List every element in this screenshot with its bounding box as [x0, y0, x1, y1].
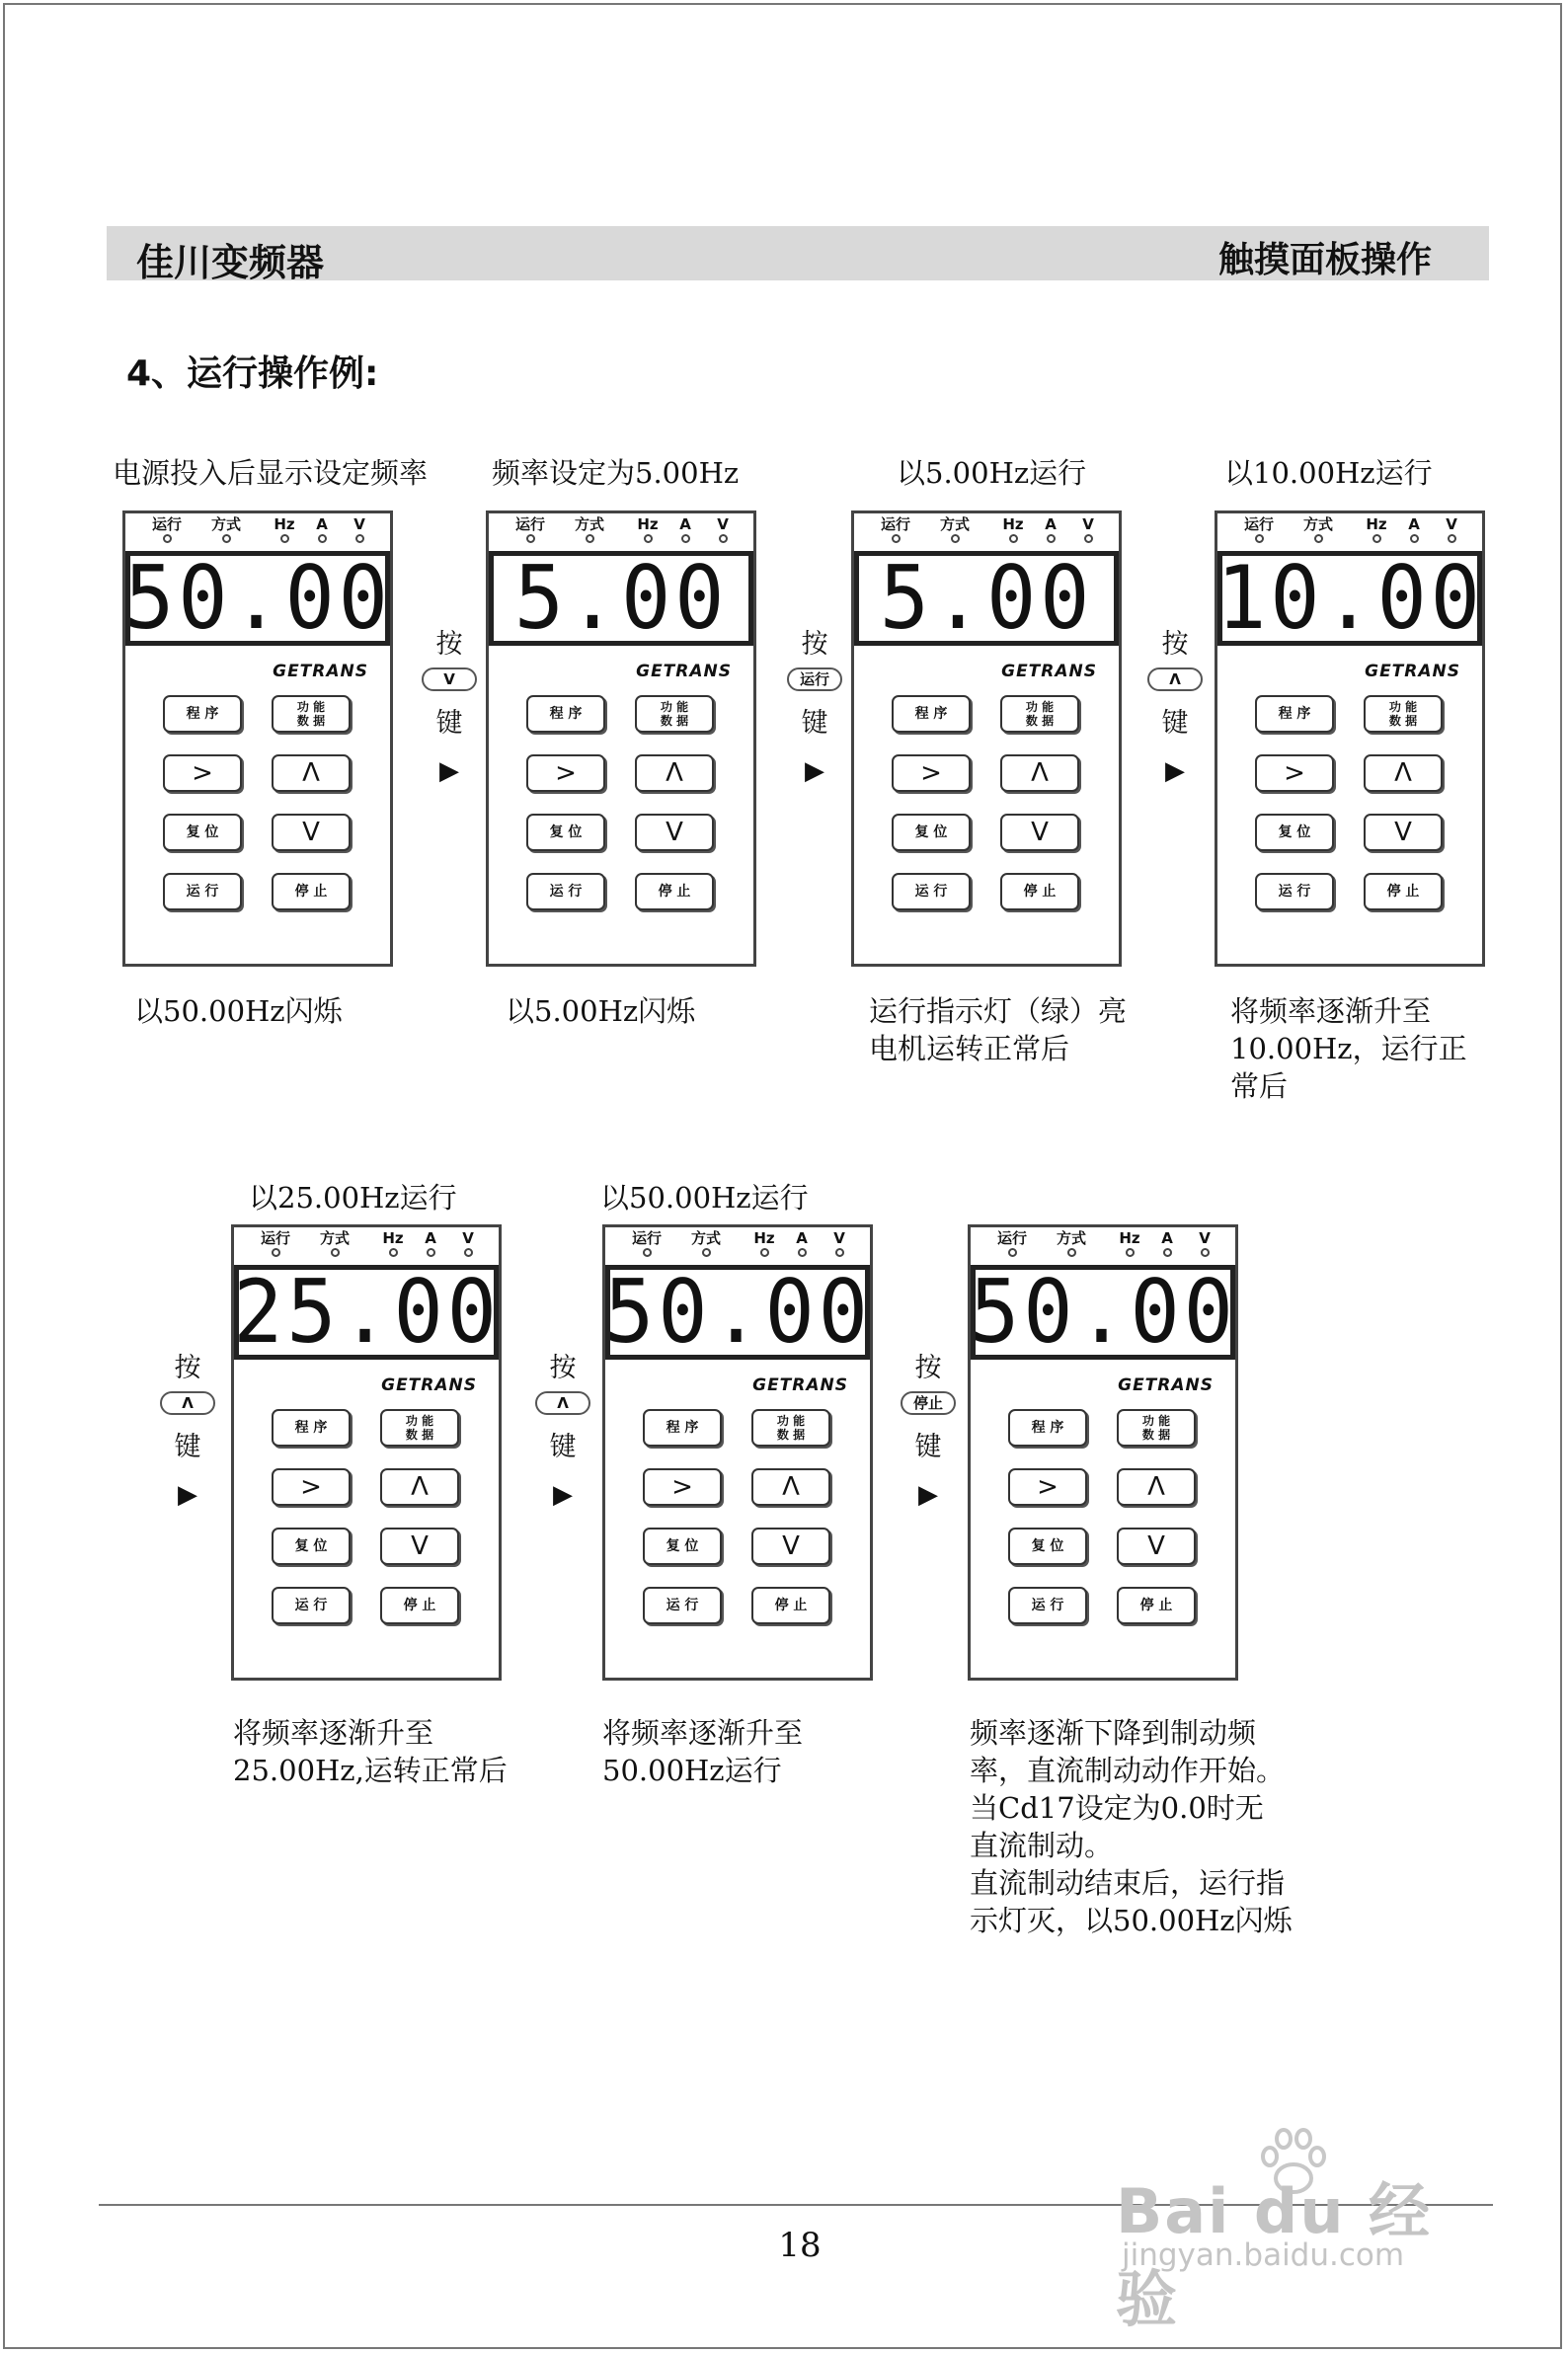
display-value: 5.00 — [879, 547, 1094, 649]
indicator-4 — [455, 1230, 481, 1257]
function-data-key[interactable]: 功 能 数 据 — [1000, 695, 1079, 733]
panel-2-caption-bottom: 以5.00Hz闪烁 — [506, 994, 696, 1028]
control-panel — [231, 1224, 502, 1681]
indicator-1 — [566, 516, 613, 543]
page-number: 18 — [778, 2226, 822, 2265]
indicator-led-icon — [389, 1248, 398, 1257]
up-key[interactable]: Λ — [1000, 754, 1079, 792]
brand-logo: GETRANS — [1365, 662, 1460, 681]
down-key[interactable]: V — [751, 1528, 830, 1565]
press-label: 按 — [435, 629, 463, 660]
control-panel — [1215, 510, 1485, 967]
indicator-label: 运行 — [1243, 515, 1274, 533]
key-chip-icon: 停止 — [901, 1391, 956, 1415]
indicator-label: Hz — [274, 515, 295, 533]
up-key[interactable]: Λ — [380, 1468, 459, 1506]
run-key[interactable]: 运 行 — [526, 873, 605, 910]
function-data-key[interactable]: 功 能 数 据 — [272, 695, 351, 733]
led-display — [854, 547, 1119, 649]
indicator-2 — [1000, 516, 1026, 543]
indicator-label: 运行 — [260, 1229, 290, 1247]
indicator-label: V — [1082, 515, 1094, 533]
right-arrow-icon: ▶ — [1165, 756, 1185, 786]
indicator-2 — [1364, 516, 1389, 543]
reset-key[interactable]: 复 位 — [892, 814, 971, 851]
indicator-label: 运行 — [631, 1229, 662, 1247]
indicator-led-icon — [644, 534, 653, 543]
stop-key[interactable]: 停 止 — [1000, 873, 1079, 910]
stop-key[interactable]: 停 止 — [272, 873, 351, 910]
shift-key[interactable]: > — [1255, 754, 1334, 792]
panel-2-caption-top: 频率设定为5.00Hz — [492, 456, 740, 490]
indicator-label: Hz — [1366, 515, 1387, 533]
baidu-watermark — [1116, 2123, 1491, 2335]
indicator-label: 方式 — [1056, 1229, 1086, 1247]
press-label: 按 — [801, 629, 828, 660]
indicator-label: A — [425, 1229, 436, 1247]
indicator-led-icon — [1372, 534, 1381, 543]
display-value: 50.00 — [603, 1261, 872, 1363]
press-key-step — [899, 1346, 958, 1510]
indicator-4 — [826, 1230, 852, 1257]
indicator-led-icon — [1047, 534, 1056, 543]
display-value: 50.00 — [969, 1261, 1237, 1363]
indicator-led-icon — [702, 1248, 711, 1257]
indicator-row — [125, 513, 390, 551]
up-key[interactable]: Λ — [1117, 1468, 1196, 1506]
indicator-label: V — [353, 515, 365, 533]
indicator-row — [1217, 513, 1482, 551]
press-key-step — [420, 622, 479, 786]
control-panel — [968, 1224, 1238, 1681]
indicator-led-icon — [222, 534, 231, 543]
indicator-led-icon — [526, 534, 535, 543]
right-arrow-icon: ▶ — [439, 756, 459, 786]
indicator-0 — [623, 1230, 670, 1257]
indicator-led-icon — [719, 534, 728, 543]
key-label: 键 — [914, 1432, 942, 1462]
panel-6-caption-bottom: 将频率逐渐升至 50.00Hz运行 — [602, 1716, 804, 1787]
indicator-label: A — [1161, 1229, 1173, 1247]
right-arrow-icon: ▶ — [553, 1480, 573, 1510]
indicator-label: A — [679, 515, 691, 533]
indicator-label: 方式 — [574, 515, 604, 533]
indicator-row — [605, 1227, 870, 1265]
shift-key[interactable]: > — [1008, 1468, 1087, 1506]
control-panel — [602, 1224, 873, 1681]
indicator-led-icon — [163, 534, 172, 543]
function-data-key[interactable]: 功 能 数 据 — [380, 1409, 459, 1447]
stop-key[interactable]: 停 止 — [751, 1587, 830, 1624]
control-panel — [122, 510, 393, 967]
indicator-1 — [931, 516, 979, 543]
reset-key[interactable]: 复 位 — [1255, 814, 1334, 851]
indicator-label: 运行 — [514, 515, 545, 533]
brand-logo: GETRANS — [1118, 1375, 1214, 1395]
indicator-2 — [635, 516, 661, 543]
shift-key[interactable]: > — [272, 1468, 351, 1506]
indicator-label: Hz — [382, 1229, 404, 1247]
indicator-1 — [1294, 516, 1342, 543]
indicator-0 — [988, 1230, 1036, 1257]
press-key-step — [158, 1346, 217, 1510]
function-data-key[interactable]: 功 能 数 据 — [751, 1409, 830, 1447]
panel-1-caption-bottom: 以50.00Hz闪烁 — [134, 994, 343, 1028]
display-value: 5.00 — [513, 547, 729, 649]
press-key-step — [785, 622, 844, 786]
indicator-3 — [1154, 1230, 1180, 1257]
led-display — [603, 1261, 872, 1363]
control-panel — [486, 510, 756, 967]
key-chip-icon: Λ — [535, 1391, 590, 1415]
indicator-3 — [1038, 516, 1063, 543]
indicator-3 — [309, 516, 335, 543]
indicator-label: 运行 — [996, 1229, 1027, 1247]
indicator-1 — [202, 516, 250, 543]
indicator-label: 方式 — [939, 515, 970, 533]
indicator-label: A — [1408, 515, 1420, 533]
led-display — [232, 1261, 501, 1363]
indicator-led-icon — [1067, 1248, 1076, 1257]
run-key[interactable]: 运 行 — [892, 873, 971, 910]
indicator-label: 方式 — [690, 1229, 721, 1247]
panel-4-caption-bottom: 将频率逐渐升至 10.00Hz，运行正 常后 — [1230, 994, 1467, 1103]
indicator-led-icon — [280, 534, 289, 543]
reset-key[interactable]: 复 位 — [526, 814, 605, 851]
indicator-led-icon — [318, 534, 327, 543]
up-key[interactable]: Λ — [635, 754, 714, 792]
indicator-led-icon — [1448, 534, 1456, 543]
indicator-0 — [872, 516, 919, 543]
reset-key[interactable]: 复 位 — [643, 1528, 722, 1565]
indicator-label: 方式 — [1302, 515, 1333, 533]
indicator-led-icon — [1201, 1248, 1210, 1257]
indicator-label: A — [796, 1229, 808, 1247]
down-key[interactable]: V — [1000, 814, 1079, 851]
indicator-row — [971, 1227, 1235, 1265]
indicator-0 — [143, 516, 191, 543]
reset-key[interactable]: 复 位 — [272, 1528, 351, 1565]
indicator-0 — [507, 516, 554, 543]
watermark-logo-text: Bai du 经验 — [1116, 2175, 1433, 2335]
led-display — [489, 547, 753, 649]
shift-key[interactable]: > — [643, 1468, 722, 1506]
indicator-0 — [252, 1230, 299, 1257]
reset-key[interactable]: 复 位 — [1008, 1528, 1087, 1565]
key-label: 键 — [174, 1432, 201, 1462]
indicator-3 — [1401, 516, 1427, 543]
key-chip-icon: Λ — [1147, 667, 1203, 691]
indicator-row — [854, 513, 1119, 551]
press-label: 按 — [1161, 629, 1189, 660]
indicator-0 — [1235, 516, 1283, 543]
brand-logo: GETRANS — [273, 662, 368, 681]
indicator-led-icon — [427, 1248, 435, 1257]
indicator-led-icon — [272, 1248, 280, 1257]
watermark-url: jingyan.baidu.com — [1122, 2237, 1405, 2273]
display-value: 10.00 — [1215, 547, 1484, 649]
program-key[interactable]: 程 序 — [1008, 1409, 1087, 1447]
key-chip-icon: Λ — [160, 1391, 215, 1415]
indicator-label: A — [1045, 515, 1057, 533]
led-display — [123, 547, 392, 649]
right-arrow-icon: ▶ — [178, 1480, 197, 1510]
key-label: 键 — [1161, 708, 1189, 739]
indicator-2 — [751, 1230, 777, 1257]
key-label: 键 — [549, 1432, 577, 1462]
down-key[interactable]: V — [1364, 814, 1443, 851]
stop-key[interactable]: 停 止 — [1364, 873, 1443, 910]
panel-3-caption-top: 以5.00Hz运行 — [897, 456, 1087, 490]
press-label: 按 — [549, 1353, 577, 1383]
press-label: 按 — [914, 1353, 942, 1383]
panel-5-caption-top: 以25.00Hz运行 — [249, 1181, 457, 1215]
program-key[interactable]: 程 序 — [892, 695, 971, 733]
header-section-title: 触摸面板操作 — [1217, 240, 1432, 280]
run-key[interactable]: 运 行 — [1255, 873, 1334, 910]
indicator-1 — [682, 1230, 730, 1257]
control-panel — [851, 510, 1122, 967]
press-label: 按 — [174, 1353, 201, 1383]
indicator-label: V — [1199, 1229, 1211, 1247]
run-key[interactable]: 运 行 — [1008, 1587, 1087, 1624]
down-key[interactable]: V — [272, 814, 351, 851]
program-key[interactable]: 程 序 — [272, 1409, 351, 1447]
panel-7-caption-bottom: 频率逐渐下降到制动频 率，直流制动动作开始。 当Cd17设定为0.0时无 直流制动。 直流制动结束后，运行指 示灯灭，以50.00Hz闪烁 — [970, 1716, 1293, 1937]
indicator-led-icon — [1126, 1248, 1135, 1257]
reset-key[interactable]: 复 位 — [163, 814, 242, 851]
stop-key[interactable]: 停 止 — [380, 1587, 459, 1624]
indicator-label: V — [462, 1229, 474, 1247]
indicator-led-icon — [1008, 1248, 1017, 1257]
stop-key[interactable]: 停 止 — [1117, 1587, 1196, 1624]
indicator-2 — [1117, 1230, 1142, 1257]
indicator-led-icon — [1314, 534, 1323, 543]
stop-key[interactable]: 停 止 — [635, 873, 714, 910]
display-value: 25.00 — [232, 1261, 501, 1363]
indicator-4 — [1075, 516, 1101, 543]
display-value: 50.00 — [123, 547, 392, 649]
indicator-led-icon — [1410, 534, 1419, 543]
down-key[interactable]: V — [1117, 1528, 1196, 1565]
key-label: 键 — [801, 708, 828, 739]
program-key[interactable]: 程 序 — [643, 1409, 722, 1447]
brand-logo: GETRANS — [636, 662, 732, 681]
panel-4-caption-top: 以10.00Hz运行 — [1224, 456, 1433, 490]
indicator-led-icon — [1009, 534, 1018, 543]
indicator-led-icon — [586, 534, 594, 543]
header-bar — [107, 226, 1489, 284]
indicator-led-icon — [464, 1248, 473, 1257]
section-title: 4、运行操作例: — [126, 353, 379, 394]
indicator-led-icon — [760, 1248, 769, 1257]
indicator-led-icon — [331, 1248, 340, 1257]
key-label: 键 — [435, 708, 463, 739]
shift-key[interactable]: > — [163, 754, 242, 792]
indicator-row — [234, 1227, 499, 1265]
indicator-4 — [1439, 516, 1464, 543]
indicator-label: Hz — [1002, 515, 1024, 533]
key-chip-icon: 运行 — [787, 667, 842, 691]
indicator-label: 方式 — [319, 1229, 350, 1247]
shift-key[interactable]: > — [892, 754, 971, 792]
indicator-label: 运行 — [880, 515, 910, 533]
indicator-led-icon — [892, 534, 901, 543]
indicator-label: V — [833, 1229, 845, 1247]
indicator-4 — [710, 516, 736, 543]
indicator-label: 方式 — [210, 515, 241, 533]
brand-logo: GETRANS — [1001, 662, 1097, 681]
brand-logo: GETRANS — [752, 1375, 848, 1395]
led-display — [1215, 547, 1484, 649]
right-arrow-icon: ▶ — [918, 1480, 938, 1510]
shift-key[interactable]: > — [526, 754, 605, 792]
indicator-led-icon — [951, 534, 960, 543]
up-key[interactable]: Λ — [751, 1468, 830, 1506]
indicator-led-icon — [681, 534, 690, 543]
indicator-led-icon — [355, 534, 364, 543]
header-brand-title: 佳川变频器 — [136, 241, 325, 284]
up-key[interactable]: Λ — [1364, 754, 1443, 792]
panel-1-caption-top: 电源投入后显示设定频率 — [113, 456, 429, 490]
panel-5-caption-bottom: 将频率逐渐升至 25.00Hz,运转正常后 — [233, 1716, 508, 1787]
press-key-step — [533, 1346, 592, 1510]
indicator-4 — [1192, 1230, 1217, 1257]
indicator-2 — [272, 516, 297, 543]
function-data-key[interactable]: 功 能 数 据 — [1117, 1409, 1196, 1447]
indicator-led-icon — [798, 1248, 807, 1257]
press-key-step — [1145, 622, 1205, 786]
indicator-led-icon — [643, 1248, 652, 1257]
brand-logo: GETRANS — [381, 1375, 477, 1395]
up-key[interactable]: Λ — [272, 754, 351, 792]
indicator-led-icon — [1255, 534, 1264, 543]
program-key[interactable]: 程 序 — [1255, 695, 1334, 733]
led-display — [969, 1261, 1237, 1363]
down-key[interactable]: V — [635, 814, 714, 851]
indicator-4 — [347, 516, 372, 543]
indicator-led-icon — [835, 1248, 844, 1257]
run-key[interactable]: 运 行 — [643, 1587, 722, 1624]
indicator-label: 运行 — [151, 515, 182, 533]
key-chip-icon: V — [422, 667, 477, 691]
indicator-3 — [672, 516, 698, 543]
indicator-led-icon — [1163, 1248, 1172, 1257]
panel-3-caption-bottom: 运行指示灯（绿）亮 电机运转正常后 — [869, 994, 1128, 1065]
right-arrow-icon: ▶ — [805, 756, 824, 786]
indicator-1 — [311, 1230, 358, 1257]
indicator-label: V — [717, 515, 729, 533]
function-data-key[interactable]: 功 能 数 据 — [635, 695, 714, 733]
indicator-label: Hz — [637, 515, 659, 533]
indicator-led-icon — [1084, 534, 1093, 543]
indicator-label: Hz — [753, 1229, 775, 1247]
run-key[interactable]: 运 行 — [163, 873, 242, 910]
indicator-label: V — [1446, 515, 1457, 533]
indicator-label: Hz — [1119, 1229, 1140, 1247]
panel-6-caption-top: 以50.00Hz运行 — [600, 1181, 809, 1215]
indicator-label: A — [316, 515, 328, 533]
run-key[interactable]: 运 行 — [272, 1587, 351, 1624]
function-data-key[interactable]: 功 能 数 据 — [1364, 695, 1443, 733]
indicator-1 — [1048, 1230, 1095, 1257]
down-key[interactable]: V — [380, 1528, 459, 1565]
indicator-3 — [418, 1230, 443, 1257]
indicator-row — [489, 513, 753, 551]
program-key[interactable]: 程 序 — [163, 695, 242, 733]
indicator-2 — [380, 1230, 406, 1257]
program-key[interactable]: 程 序 — [526, 695, 605, 733]
indicator-3 — [789, 1230, 815, 1257]
